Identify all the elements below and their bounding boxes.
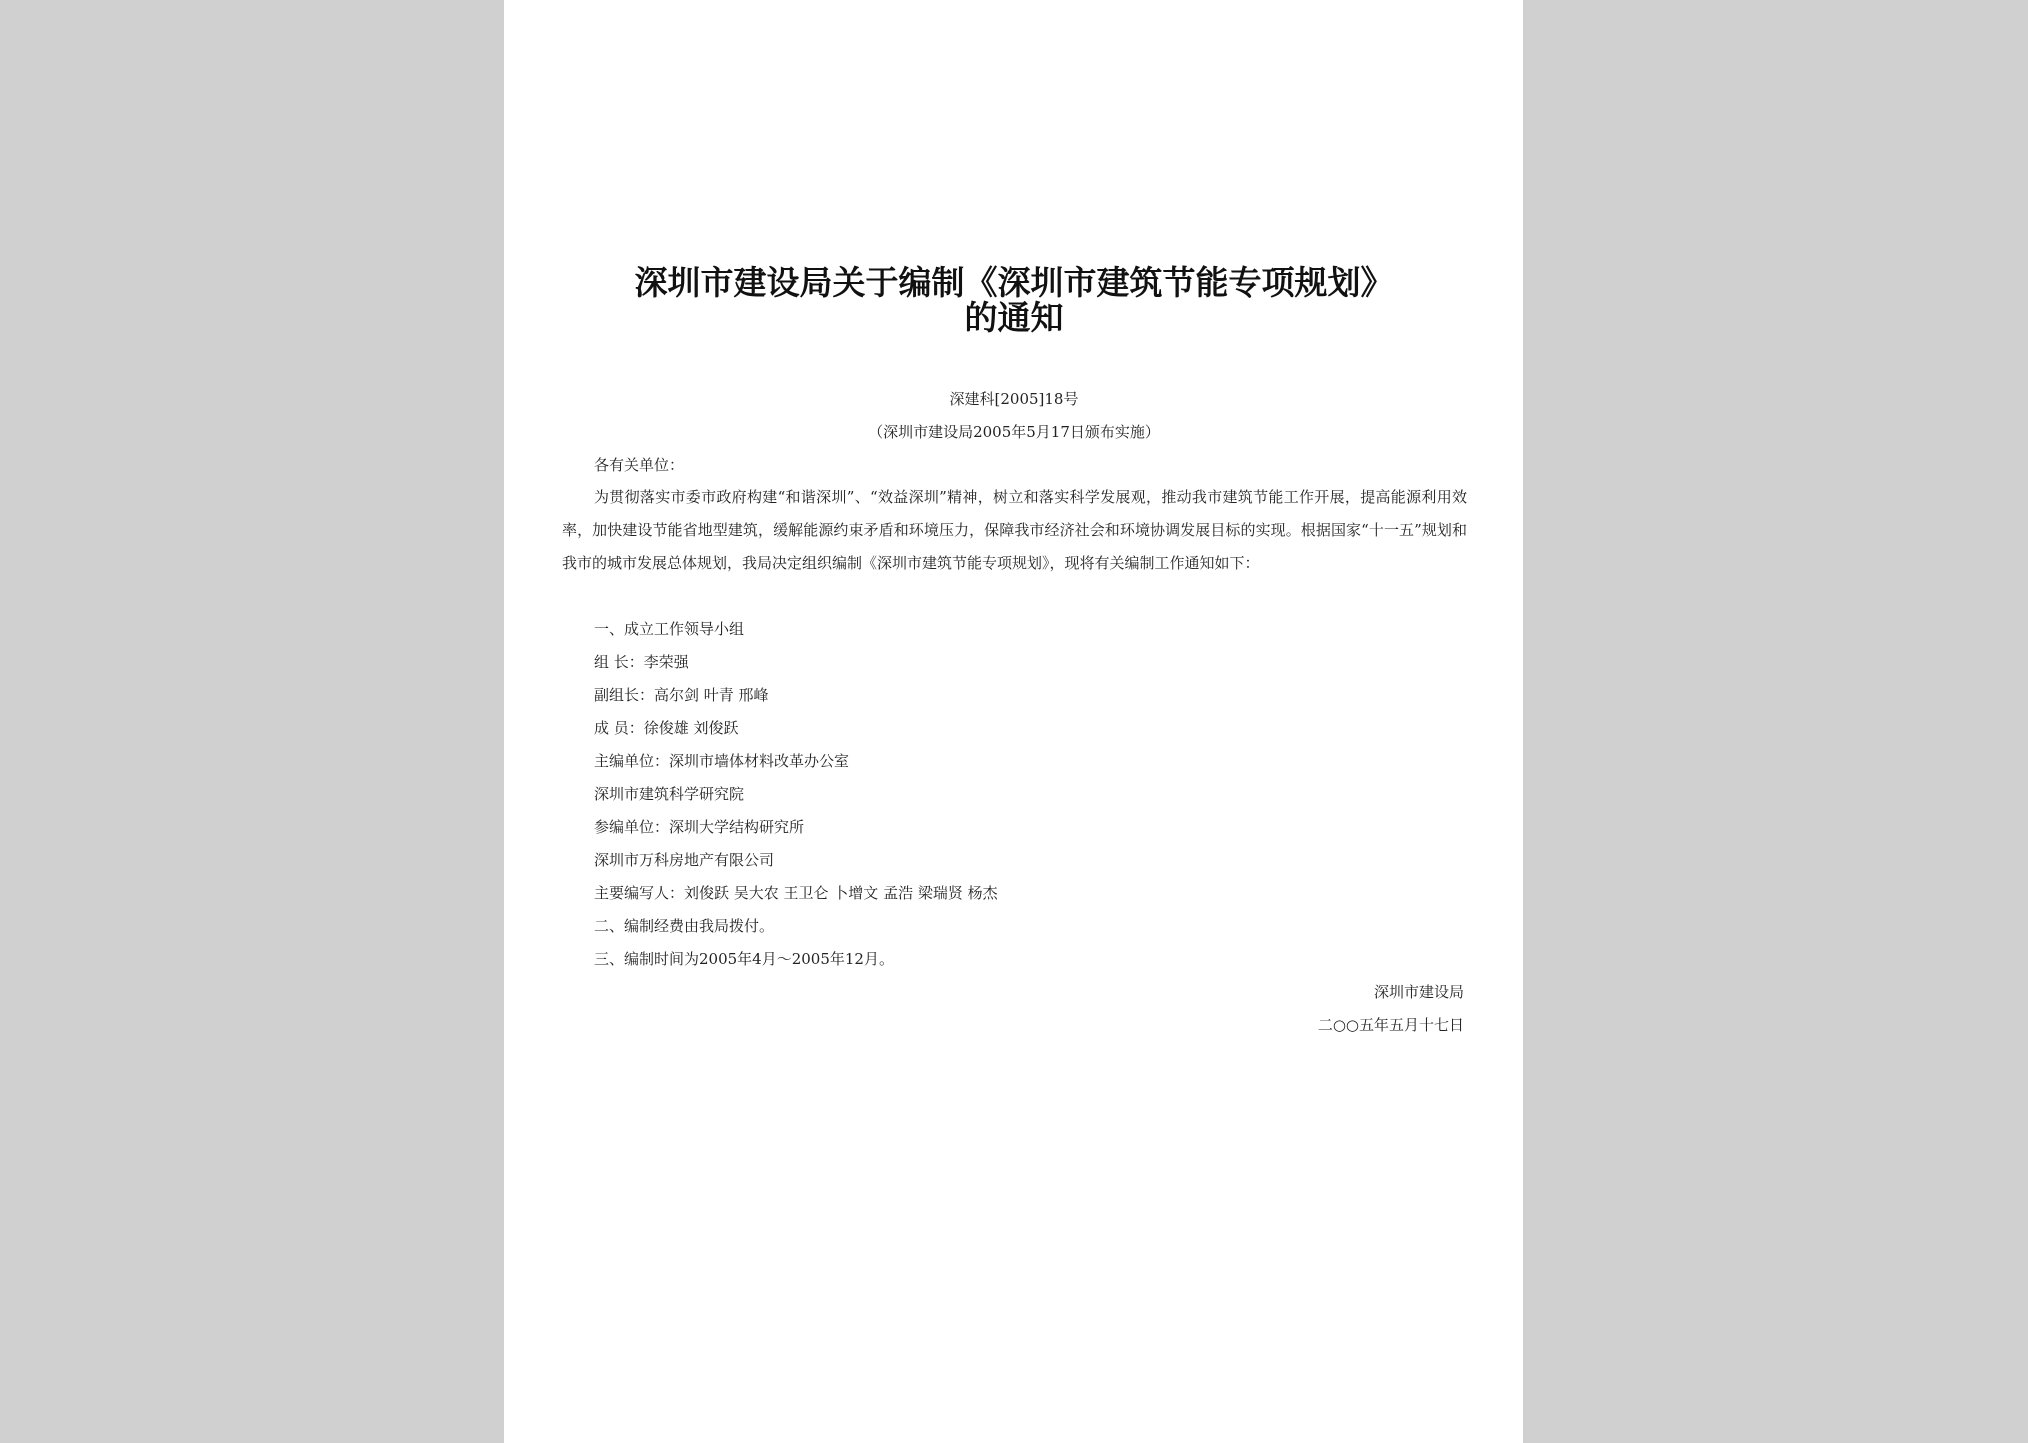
salutation: 各有关单位：: [594, 456, 685, 474]
document-date: 二○○五年五月十七日: [1317, 1016, 1464, 1034]
issue-note: （深圳市建设局2005年5月17日颁布实施）: [868, 423, 1160, 441]
item-section-3: 三、编制时间为2005年4月～2005年12月。: [594, 950, 894, 968]
item-leader: 组 长：李荣强: [594, 653, 689, 671]
item-section-1: 一、成立工作领导小组: [594, 620, 745, 638]
item-main-writers: 主要编写人：刘俊跃 吴大农 王卫仑 卜增文 孟浩 梁瑞贤 杨杰: [594, 884, 998, 902]
item-section-2: 二、编制经费由我局拨付。: [594, 917, 775, 935]
signature: 深圳市建设局: [1373, 983, 1464, 1001]
document-number: 深建科[2005]18号: [949, 390, 1079, 408]
item-chief-editor-unit-2: 深圳市建筑科学研究院: [594, 785, 745, 803]
item-members: 成 员：徐俊雄 刘俊跃: [594, 719, 739, 737]
item-participating-unit-2: 深圳市万科房地产有限公司: [594, 851, 775, 869]
document-title-line-1: 深圳市建设局关于编制《深圳市建筑节能专项规划》: [634, 263, 1394, 302]
item-deputy-leaders: 副组长：高尔剑 叶青 邢峰: [594, 686, 769, 704]
document-title-line-2: 的通知: [964, 298, 1064, 337]
item-participating-unit: 参编单位：深圳大学结构研究所: [594, 818, 805, 836]
document-page: [504, 0, 1523, 1443]
item-chief-editor-unit: 主编单位：深圳市墙体材料改革办公室: [594, 752, 850, 770]
intro-paragraph: 为贯彻落实市委市政府构建“和谐深圳”、“效益深圳”精神，树立和落实科学发展观，推动我市建筑节能工作开展，提高能源利用效率，加快建设节能省地型建筑，缓解能源约束矛盾和环境压力，保障我市经济社会和环境协调发展目标的实现。根据国家“十一五”规划和我市的城市发展总体规划，我局决定组织编制《深圳市建筑节能专项规划》，现将有关编制工作通知如下：: [562, 488, 1467, 572]
